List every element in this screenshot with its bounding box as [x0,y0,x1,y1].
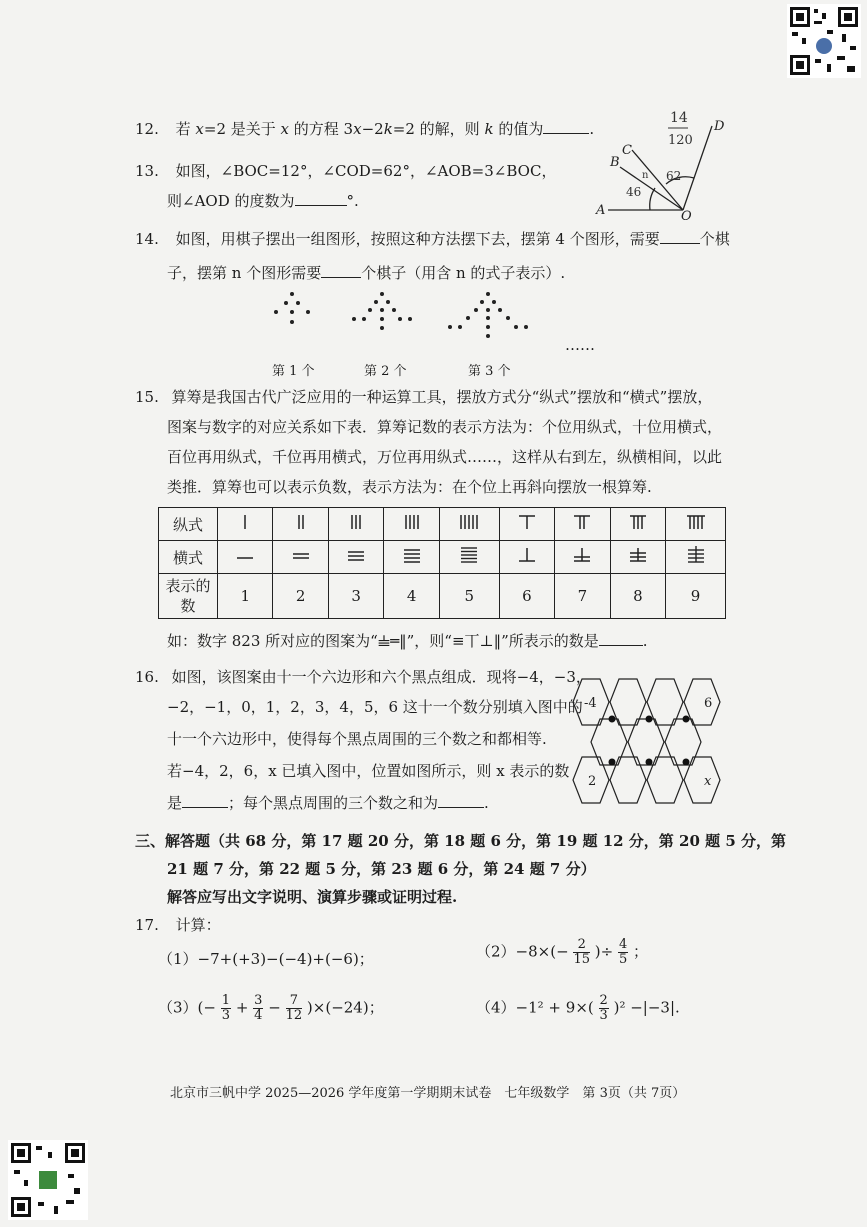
fraction: $\frac{4}{5}$ [618,937,628,967]
number-cell: 3 [328,574,383,619]
table-header: 表示的数 [159,574,218,619]
question-15-line2: 图案与数字的对应关系如下表．算筹记数的表示方法为：个位用纵式，十位用横式， [167,418,723,436]
rod-cell [328,508,383,541]
hex-label-2: 2 [588,774,597,789]
label-d: D [714,119,725,134]
question-14: 14. 如图，用棋子摆出一组图形，按照这种方法摆下去，摆第 4 个图形，需要 个棋 [135,230,730,248]
question-number: 13. [135,162,159,180]
pattern-figure-1 [272,290,320,330]
answer-blank[interactable] [321,263,361,278]
answer-blank[interactable] [599,631,643,646]
fraction: $\frac{1}{3}$ [221,993,231,1023]
question-13-line2: 则∠AOD 的度数为 °. [167,192,359,210]
answer-blank[interactable] [295,191,347,206]
hex-label-x: x [704,774,712,789]
pattern-label-2: 第 2 个 [364,364,407,379]
page-footer: 北京市三帆中学 2025—2026 学年度第一学期期末试卷 七年级数学 第 3页（共 7页） [170,1086,686,1101]
counting-rods-table [158,507,726,619]
label-c: C [622,143,632,158]
pattern-figure-3 [446,290,530,350]
number-cell: 7 [555,574,610,619]
question-number: 12. [135,120,159,138]
rod-cell [610,508,665,541]
hex-label-neg4: -4 [584,696,597,711]
question-14-line2: 子，摆第 n 个图形需要 个棋子（用含 n 的式子表示）. [167,264,566,282]
rod-cell [555,541,610,574]
number-cell: 4 [384,574,439,619]
rod-cell [273,541,328,574]
table-header: 横式 [159,541,218,574]
label-o: O [681,209,692,224]
hexagon-figure [570,676,734,806]
pattern-label-3: 第 3 个 [468,364,511,379]
q17-part-1: （1）−7+(+3)−(−4)+(−6)； [158,950,374,968]
section-3-line3: 解答应写出文字说明、演算步骤或证明过程. [167,888,458,906]
label-a: A [596,203,606,218]
answer-blank[interactable] [543,119,589,134]
rod-cell [610,541,665,574]
rod-cell [218,508,273,541]
answer-blank[interactable] [660,229,700,244]
question-16: 16. 如图，该图案由十一个六边形和六个黑点组成．现将−4，−3， [135,668,591,686]
question-number: 14. [135,230,159,248]
rod-cell [666,508,726,541]
number-cell: 8 [610,574,665,619]
table-header: 纵式 [159,508,218,541]
section-3-line2: 21 题 7 分，第 22 题 5 分，第 23 题 6 分，第 24 题 7 分） [167,860,596,878]
rod-cell [273,508,328,541]
handwritten-n: n [642,170,649,181]
number-cell: 9 [666,574,726,619]
question-number: 17. [135,916,159,934]
question-number: 16. [135,668,159,686]
handwritten-14: 14 [670,110,688,126]
question-15-example: 如：数字 823 所对应的图案为“𝍧═‖”，则“≡丅⊥‖”所表示的数是 . [167,632,648,650]
qr-code-top-right [787,4,861,78]
number-cell: 2 [273,574,328,619]
table-row-vertical [159,508,726,541]
question-13 [135,160,556,181]
question-16-line4: 若−4，2，6，x 已填入图中，位置如图所示，则 x 表示的数 [167,762,570,780]
question-15: 15. 算筹是我国古代广泛应用的一种运算工具，摆放方式分“纵式”摆放和“横式”摆放， [135,388,713,406]
question-16-line3: 十一个六边形中，使得每个黑点周围的三个数之和都相等. [167,730,547,748]
fraction: $\frac{7}{12}$ [285,993,303,1023]
number-cell: 6 [499,574,554,619]
pattern-label-1: 第 1 个 [272,364,315,379]
rod-cell [328,541,383,574]
answer-blank[interactable] [438,793,484,808]
question-15-line3: 百位再用纵式，千位再用横式，万位再用纵式……，这样从右到左，纵横相间，以此 [167,448,723,466]
rod-cell [384,508,439,541]
q17-part-2: （2）−8×(− $\frac{2}{15}$ )÷ $\frac{4}{5}$ ； [476,937,649,967]
q17-part-3: （3）(− $\frac{1}{3}$ + $\frac{3}{4}$ − $\frac{7}{12}$ )×(−24)； [158,993,384,1023]
handwritten-62: 62 [666,169,682,183]
answer-blank[interactable] [182,793,228,808]
label-b: B [610,155,620,170]
pattern-ellipsis: …… [565,336,595,354]
question-number: 15. [135,388,159,406]
question-16-line5: 是 ；每个黑点周围的三个数之和为 . [167,794,489,812]
rod-cell [384,541,439,574]
number-cell: 5 [439,574,499,619]
rod-cell [218,541,273,574]
q17-part-4: （4）−1² + 9×( $\frac{2}{3}$ )² −|−3|. [476,993,680,1023]
question-15-line4: 类推．算筹也可以表示负数，表示方法为：在个位上再斜向摆放一根算筹. [167,478,652,496]
rod-cell [439,508,499,541]
handwritten-46: 46 [626,185,642,199]
number-cell: 1 [218,574,273,619]
question-text: 如图，∠BOC=12°，∠COD=62°，∠AOB=3∠BOC， [175,162,557,180]
question-16-line2: −2，−1，0，1，2，3，4，5，6 这十一个数分别填入图中的 [167,698,583,716]
section-3-title: 三、解答题（共 68 分，第 17 题 20 分，第 18 题 6 分，第 19 题 12 分，第 20 题 5 分，第 [135,832,786,850]
handwritten-120: 120 [668,133,693,148]
table-row-numbers [159,574,726,619]
hex-label-6: 6 [704,696,713,711]
fraction: $\frac{2}{3}$ [599,993,608,1023]
rod-cell [666,541,726,574]
question-17: 17. 计算： [135,916,221,934]
question-12: 12. 若 x=2 是关于 x 的方程 3x−2k=2 的解，则 k 的值为 . [135,120,595,138]
table-row-horizontal [159,541,726,574]
qr-code-bottom-left [8,1140,88,1220]
fraction: $\frac{2}{15}$ [573,937,590,967]
rod-cell [555,508,610,541]
fraction: $\frac{3}{4}$ [254,993,263,1023]
angle-figure [590,92,730,224]
rod-cell [499,508,554,541]
pattern-figure-2 [350,290,414,340]
rod-cell [499,541,554,574]
rod-cell [439,541,499,574]
